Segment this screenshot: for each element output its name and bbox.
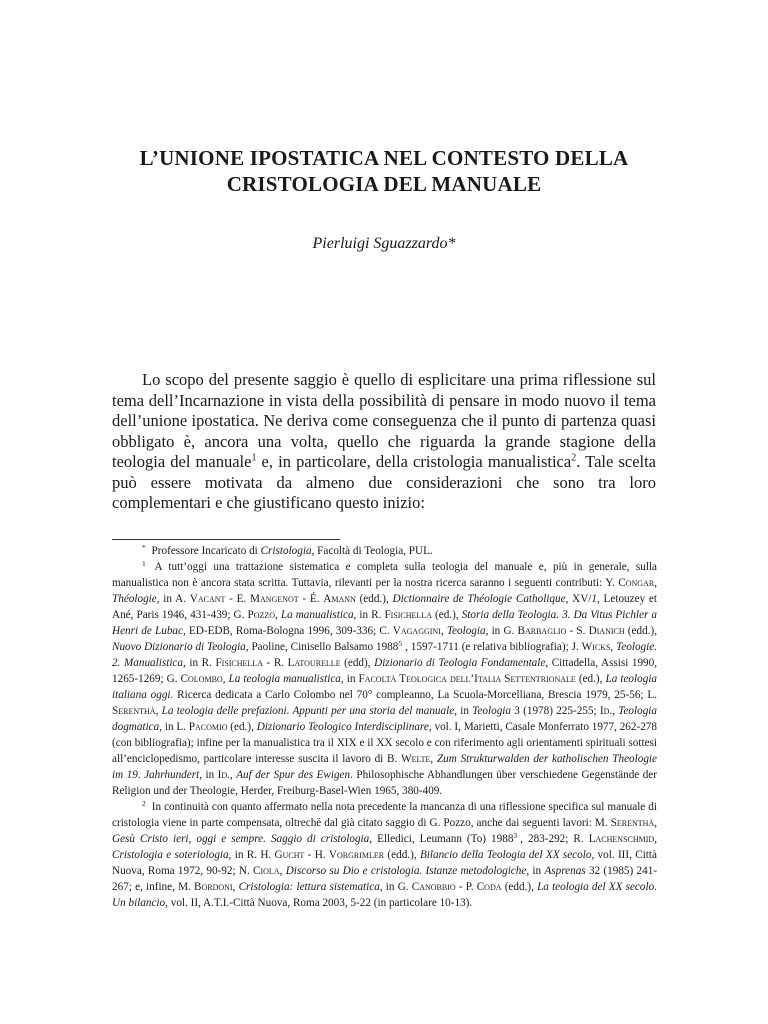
footnote-text: (edd.),	[624, 625, 658, 637]
footnote-text: ,	[654, 833, 657, 845]
footnote-text: (ed.),	[575, 673, 606, 685]
footnote-text: , in R.	[183, 657, 216, 669]
author-surname: Barbaglio	[517, 625, 567, 637]
footnote-text: Professore Incaricato di	[151, 545, 261, 557]
author-surname: Vacant	[189, 593, 226, 605]
footnote-text: 32 (1985) 241-267; e, infine, M.	[112, 865, 658, 893]
work-title: Discorso su Dio e cristologia. Istanze metodologiche	[285, 865, 527, 877]
footnote-text: , in	[340, 673, 359, 685]
footnote-text: (edd.),	[384, 849, 420, 861]
work-title: Storia della Teologia. 3. Da Vitus Pichler a Henri de Lubac	[112, 609, 657, 637]
footnote-text: ,	[155, 705, 162, 717]
author-surname: Ciola	[253, 865, 280, 877]
work-title: Teologie. 2. Manualistica	[112, 641, 657, 669]
author-surname: Id.	[599, 705, 613, 717]
work-title: Auf der Spur des Ewigen	[236, 769, 351, 781]
author-surname: Dianich	[588, 625, 625, 637]
footnote-text: , 283-292; R.	[520, 833, 589, 845]
footnote-text: , in L.	[159, 721, 189, 733]
author-surname: Wicks	[581, 641, 611, 653]
footnote-2	[112, 799, 657, 911]
author-surname: Coda	[476, 881, 502, 893]
footnote-1	[112, 559, 657, 799]
work-title: Dizionario di Teologia Fondamentale	[374, 657, 546, 669]
footnote-italic: Cristologia	[260, 545, 312, 557]
footnote-text: , Facoltà di Teologia, PUL.	[311, 545, 433, 557]
page-title	[100, 145, 668, 197]
work-title: Dictionnaire de Théologie Catholique	[392, 593, 566, 605]
footnote-text: ,	[610, 641, 617, 653]
work-title: Dizionario Teologico Interdisciplinare	[256, 721, 429, 733]
footnote-text: , in	[526, 865, 545, 877]
work-title: 1	[591, 593, 597, 605]
author-surname: Welte	[401, 753, 431, 765]
work-title: Teologia dogmatica	[112, 705, 658, 733]
footnote-text: ,	[275, 609, 281, 621]
footnote-text: , in G.	[379, 881, 412, 893]
institution-name: Facoltà Teologica dell’Italia Settentrionale	[358, 673, 576, 685]
work-title: Cristologia e soteriologia	[112, 849, 229, 861]
footnote-text: . Ricerca dedicata a Carlo Colombo nel 70° compleanno, La Scuola-Morcelliana, Brescia 1979, 25-56; L.	[170, 689, 657, 701]
body-paragraph	[112, 370, 656, 514]
body-text-part-3: . Tale scelta può essere motivata da almeno due considerazioni che sono tra loro complementari e che giustificano questo inizio:	[112, 452, 657, 512]
author-surname: Canobbio	[411, 881, 456, 893]
footnotes-section	[112, 543, 657, 911]
work-title: La teologia manualistica	[228, 673, 341, 685]
footnote-text: ,	[222, 673, 229, 685]
footnote-text: 3 (1978) 225-255;	[511, 705, 600, 717]
footnote-marker: *	[142, 543, 146, 552]
work-title: La teologia del XX secolo. Un bilancio	[112, 881, 657, 909]
footnote-author	[112, 543, 657, 559]
edition-superscript: 3	[513, 831, 518, 840]
work-title: Teologia	[446, 625, 486, 637]
footnote-text: , in G.	[485, 625, 518, 637]
author-surname: Serenthà	[112, 705, 156, 717]
work-title: La manualistica	[280, 609, 354, 621]
footnote-text: A tutt’oggi una trattazione sistematica e completa sulla teologia del manuale e, più in generale, sulla manualistica non è ancora stata scritta. Tuttavia, rilevanti per la nostra ricerca saranno i seguenti contributi: Y.	[112, 561, 657, 589]
work-title: Cristologia: lettura sistematica	[238, 881, 380, 893]
author-surname: Mangenot	[250, 593, 299, 605]
work-title: Théologie	[112, 593, 157, 605]
author-surname: Colombo	[180, 673, 223, 685]
footnote-text: - H.	[304, 849, 329, 861]
footnote-text: (edd.),	[355, 593, 393, 605]
edition-superscript: 5	[398, 639, 403, 648]
footnote-text: ,	[279, 865, 286, 877]
author-surname: Vagaggini	[392, 625, 441, 637]
footnote-text: ,	[430, 753, 437, 765]
work-title: Nuovo Dizionario di Teologia	[112, 641, 246, 653]
footnote-text: ,	[612, 705, 619, 717]
footnote-text: - P.	[455, 881, 477, 893]
footnote-text: , in R. H.	[228, 849, 275, 861]
footnote-text: , vol. I, Marietti, Casale Monferrato 1977, 262-278 (con bibliografia); infine per la manualistica tra il XIX e il XX secolo e con riferimento agli orientamenti spirituali sottesi all’enciclopedismo, particolare interesse suscita il lavoro di B.	[112, 721, 657, 765]
work-title: La teologia delle prefazioni. Appunti per una storia del manuale	[161, 705, 455, 717]
author-surname: Gucht	[274, 849, 305, 861]
footnote-text: , Paoline, Cinisello Balsamo 1988	[245, 641, 399, 653]
footnote-text: , in	[454, 705, 473, 717]
footnote-text: ,	[232, 881, 239, 893]
body-text-part-1: Lo scopo del presente saggio è quello di esplicitare una prima riflessione sul tema dell’Incarnazione in vista della possibilità di pensare in modo nuovo il tema dell’unione ipostatica. Ne deriva come conseguenza che il punto di partenza quasi obbligato è, ancora una volta, quello che riguarda la grande stagione della teologia del manuale	[112, 370, 656, 471]
footnote-text: (ed.),	[432, 609, 462, 621]
work-title: Zum Strukturwalden der katholischen Theologie im 19. Jahrhundert	[112, 753, 658, 781]
footnote-text: ,	[654, 577, 657, 589]
footnote-text: - É.	[298, 593, 324, 605]
title-line-2: CRISTOLOGIA DEL MANUALE	[226, 172, 542, 197]
footnote-text: , Letouzey et Ané, Paris 1946, 431-439; G.	[112, 593, 657, 621]
footnote-text: In continuità con quanto affermato nella nota precedente la mancanza di una riflessione specifica sul manuale di cristologia viene in parte compensata, oltreché dal già citato saggio di G. Pozzo, anche dai seguenti lavori: M.	[112, 801, 657, 829]
work-title: Gesù Cristo ieri, oggi e sempre. Saggio di cristologia	[112, 833, 370, 845]
footnote-ref-1: 1	[251, 452, 257, 464]
footnote-text: , Elledici, Leumann (To) 1988	[369, 833, 514, 845]
author-surname: Fisichella	[215, 657, 263, 669]
footnote-text: (edd),	[340, 657, 375, 669]
footnote-text: , vol. II, A.T.I.-Città Nuova, Roma 2003, 5-22 (in particolare 10-13).	[165, 897, 473, 909]
footnote-marker: 2	[142, 799, 146, 808]
footnote-separator	[112, 539, 340, 540]
footnote-text: , ED-EDB, Roma-Bologna 1996, 309-336; C.	[182, 625, 393, 637]
footnote-text: - E.	[225, 593, 251, 605]
work-title: La teologia italiana oggi	[112, 673, 658, 701]
author-surname: Amann	[323, 593, 356, 605]
footnote-marker: 1	[142, 559, 146, 568]
footnote-text: (edd.),	[501, 881, 538, 893]
footnote-text: , 1597-1711 (e relativa bibliografia); J.	[405, 641, 582, 653]
footnote-text: ,	[440, 625, 447, 637]
footnote-text: , in R.	[353, 609, 385, 621]
footnote-text: ,	[229, 769, 237, 781]
author-surname: Pozzo	[247, 609, 276, 621]
author-surname: Latourelle	[287, 657, 341, 669]
footnote-text: ,	[654, 817, 657, 829]
author-surname: Congar	[618, 577, 655, 589]
body-text-part-2: e, in particolare, della cristologia manualistica	[256, 452, 572, 471]
footnote-text: , XV/	[565, 593, 592, 605]
author-surname: Vorgrimler	[328, 849, 385, 861]
footnote-text: , Cittadella, Assisi 1990, 1265-1269; G.	[112, 657, 658, 685]
author-surname: Fisichella	[384, 609, 432, 621]
footnote-text: - R.	[263, 657, 288, 669]
footnote-text: , in A.	[156, 593, 190, 605]
work-title: Asprenas	[544, 865, 586, 877]
author-surname: Serenthà	[610, 817, 655, 829]
work-title: Bilancio della Teologia del XX secolo	[419, 849, 592, 861]
author-surname: Bordoni	[194, 881, 233, 893]
author-name: Pierluigi Sguazzardo*	[312, 235, 456, 252]
footnote-text: - S.	[566, 625, 589, 637]
footnote-ref-2: 2	[571, 452, 577, 464]
title-line-1: L’UNIONE IPOSTATICA NEL CONTESTO DELLA	[139, 146, 629, 171]
author-surname: Id.	[217, 769, 230, 781]
footnote-text: (ed.),	[227, 721, 257, 733]
author-surname: Lachenschmid	[588, 833, 655, 845]
footnote-text: , vol. III, Città Nuova, Roma 1972, 90-92; N.	[112, 849, 657, 877]
author-surname: Pacomio	[188, 721, 228, 733]
work-title: Teologia	[472, 705, 511, 717]
footnote-text: . Philosophische Abhandlungen über verschiedene Gegenstände der Religion und der Theologie, Herder, Freiburg-Basel-Wien 1965, 380-409.	[112, 769, 657, 797]
footnote-text: , in	[199, 769, 218, 781]
